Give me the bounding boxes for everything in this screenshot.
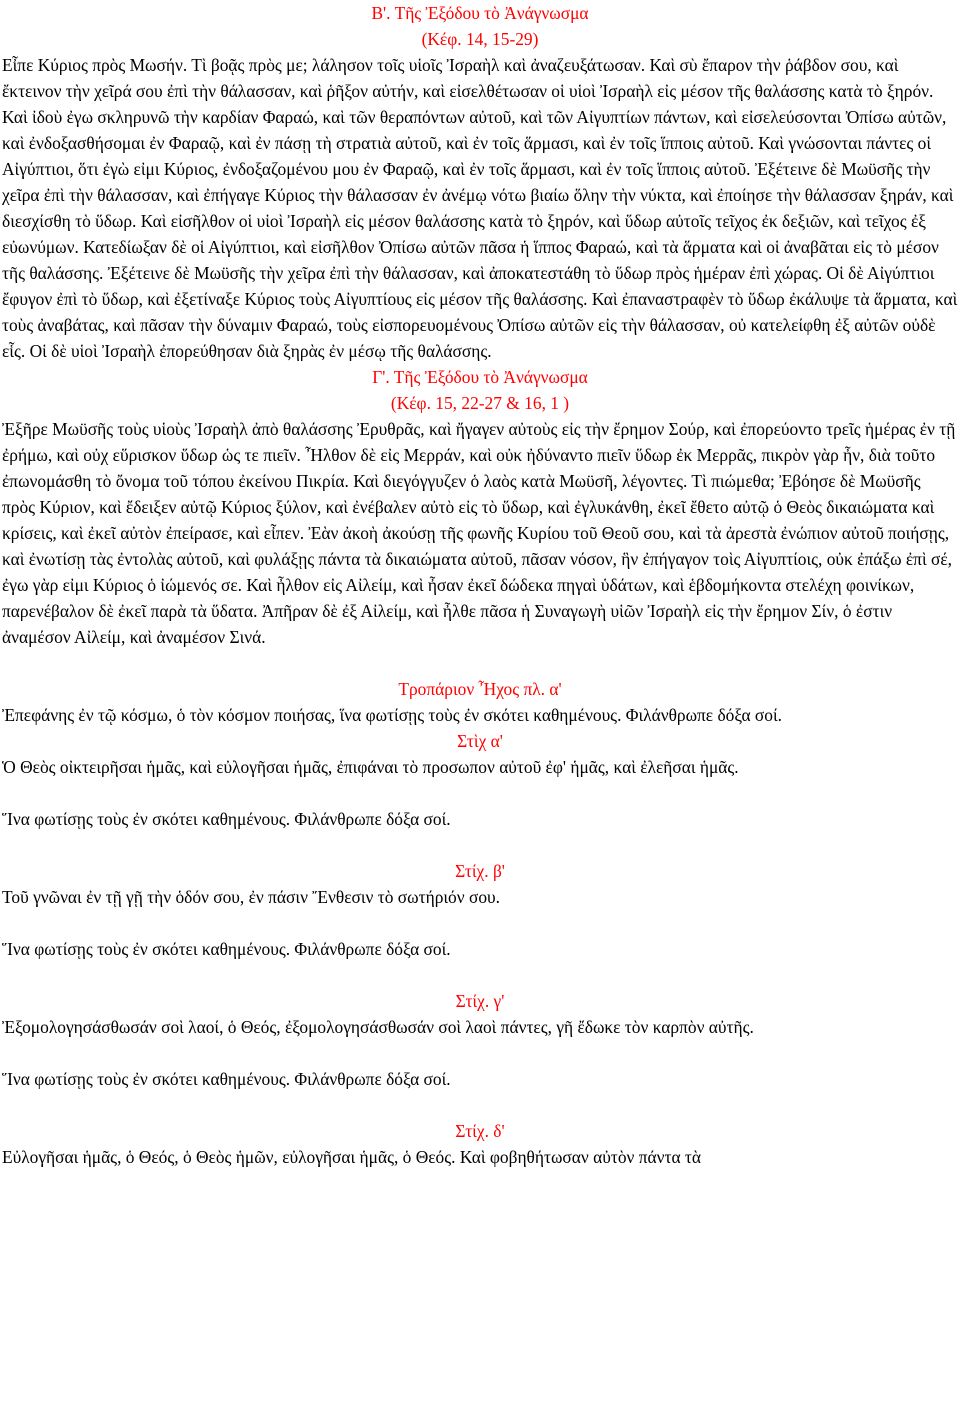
verse-4-label: Στίχ. δ' bbox=[455, 1121, 505, 1141]
reading-2 bbox=[2, 0, 958, 364]
verse-1-refrain: Ἵνα φωτίσῃς τοὺς ἐν σκότει καθημένους. Φιλάνθρωπε δόξα σοί. bbox=[2, 809, 451, 829]
reading-3-title: Γ'. Τῆς Ἐξόδου τὸ Ἀνάγνωσμα bbox=[372, 367, 588, 387]
verse-4 bbox=[2, 1118, 958, 1170]
reading-2-reference: (Κέφ. 14, 15-29) bbox=[421, 29, 539, 49]
spacer bbox=[2, 1092, 958, 1118]
troparion-title: Τροπάριον Ἦχος πλ. α' bbox=[398, 679, 562, 699]
spacer bbox=[2, 832, 958, 858]
troparion-text: Ἐπεφάνης ἐν τῷ κόσμω, ὁ τὸν κόσμον ποιήσας, ἵνα φωτίσῃς τοὺς ἐν σκότει καθημένους. Φιλάνθρωπε δόξα σοί. bbox=[2, 705, 783, 725]
reading-3-reference: (Κέφ. 15, 22-27 & 16, 1 ) bbox=[390, 393, 570, 413]
reading-2-title: Β'. Τῆς Ἐξόδου τὸ Ἀνάγνωσμα bbox=[371, 3, 589, 23]
verse-4-text: Εὐλογῆσαι ἡμᾶς, ὁ Θεός, ὁ Θεὸς ἡμῶν, εὐλογῆσαι ἡμᾶς, ὁ Θεός. Καὶ φοβηθήτωσαν αὐτὸν πάντα τὰ bbox=[2, 1147, 702, 1167]
verse-1-label: Στὶχ α' bbox=[457, 731, 503, 751]
verse-2 bbox=[2, 858, 958, 962]
verse-3 bbox=[2, 988, 958, 1092]
verse-2-label: Στίχ. β' bbox=[455, 861, 505, 881]
verse-3-refrain: Ἵνα φωτίσῃς τοὺς ἐν σκότει καθημένους. Φιλάνθρωπε δόξα σοί. bbox=[2, 1069, 451, 1089]
verse-2-refrain: Ἵνα φωτίσῃς τοὺς ἐν σκότει καθημένους. Φιλάνθρωπε δόξα σοί. bbox=[2, 939, 451, 959]
verse-1 bbox=[2, 728, 958, 832]
spacer bbox=[2, 650, 958, 676]
spacer bbox=[2, 962, 958, 988]
reading-3 bbox=[2, 364, 958, 650]
reading-3-text: Ἐξῆρε Μωϋσῆς τοὺς υἱοὺς Ἰσραὴλ ἀπὸ θαλάσσης Ἐρυθρᾶς, καὶ ἤγαγεν αὐτοὺς εἰς τὴν ἔρημον Σούρ, καὶ ἐπορεύοντο τρεῖς ἡμέρας ἐν τῇ ἐρήμω, καὶ οὐχ εὕρισκον ὕδωρ ὡς τε πιεῖν. Ἦλθον δὲ εἰς Μερράν, καὶ οὐκ ἠδύναντο πιεῖν ὕδωρ ἐκ Μερρᾶς, πικρὸν γὰρ ἦν, διὰ τοῦτο ἐπωνομάσθη τὸ ὄνομα τοῦ τόπου ἐκείνου Πικρία. Καὶ διεγόγγυζεν ὁ λαὸς κατὰ Μωϋσῆ, λέγοντες. Τὶ πιώμεθα; Ἐβόησε δὲ Μωϋσῆς πρὸς Κύριον, καὶ ἔδειξεν αὐτῷ Κύριος ξύλον, καὶ ἐνέβαλεν αὐτὸ εἰς τὸ ὕδωρ, καὶ ἐγλυκάνθη, ἐκεῖ ἔθετο αὐτῷ ὁ Θεὸς δικαιώματα καὶ κρίσεις, καὶ ἐκεῖ αὐτὸν ἐπείρασε, καὶ εἶπεν. Ἐὰν ἀκοὴ ἀκούσῃ τῆς φωνῆς Κυρίου τοῦ Θεοῦ σου, καὶ τὰ ἀρεστὰ ἐνώπιον αὐτοῦ ποιήσῃς, καὶ ἐνωτίσῃ τὰς ἐντολὰς αὐτοῦ, καὶ φυλάξῃς πάντα τὰ δικαιώματα αὐτοῦ, πᾶσαν νόσον, ἣν ἐπήγαγον τοὶς Αἰγυπτίοις, οὐκ ἐπάξω ἐπὶ σέ, ἐγω γὰρ εἰμι Κύριος ὁ ἰώμενός σε. Καὶ ἦλθον εἰς Αἰλείμ, καὶ ἦσαν ἐκεῖ δώδεκα πηγαὶ ὑδάτων, καὶ ἑβδομήκοντα στελέχη φοινίκων, παρενέβαλον δὲ ἐκεῖ παρὰ τὰ ὕδατα. Ἀπῆραν δὲ ἐξ Αἰλείμ, καὶ ἦλθε πᾶσα ἡ Συναγωγὴ υἱῶν Ἰσραὴλ εἰς τὴν ἔρημον Σίν, ὁ ἐστιν ἀναμέσον Αἰλείμ, καὶ ἀναμέσον Σινά. bbox=[2, 419, 956, 647]
spacer bbox=[2, 780, 958, 806]
verse-3-label: Στίχ. γ' bbox=[455, 991, 505, 1011]
verse-2-text: Τοῦ γνῶναι ἐν τῇ γῇ τὴν ὁδόν σου, ἐν πάσιν Ἔνθεσιν τὸ σωτήριόν σου. bbox=[2, 887, 500, 907]
troparion bbox=[2, 676, 958, 728]
spacer bbox=[2, 910, 958, 936]
verse-1-text: Ὁ Θεὸς οἰκτειρῆσαι ἡμᾶς, καὶ εὐλογῆσαι ἡμᾶς, ἐπιφάναι τὸ προσωπον αὐτοῦ ἐφ' ἡμᾶς, καὶ ἐλεῆσαι ἡμᾶς. bbox=[2, 757, 739, 777]
spacer bbox=[2, 1040, 958, 1066]
reading-2-text: Εἶπε Κύριος πρὸς Μωσήν. Τὶ βοᾷς πρὸς με; λάλησον τοῖς υἱοῖς Ἰσραὴλ καὶ ἀναζευξάτωσαν. Καὶ σὺ ἔπαρον τὴν ῥάβδον σου, καὶ ἔκτεινον τὴν χεῖρά σου ἐπὶ τὴν θάλασσαν, καὶ ῥῆξον αὐτήν, καὶ εἰσελθέτωσαν οἱ υἱοὶ Ἰσραὴλ εἰς μέσον τῆς θαλάσσης κατὰ τὸ ξηρόν. Καὶ ἰδοὺ ἐγω σκληρυνῶ τὴν καρδίαν Φαραώ, καὶ τῶν θεραπόντων αὐτοῦ, καὶ τῶν Αἰγυπτίων πάντων, καὶ εἰσελεύσονται Ὀπίσω αὐτῶν, καὶ ἐνδοξασθήσομαι ἐν Φαραῷ, καὶ ἐν πάσῃ τὴ στρατιὰ αὐτοῦ, καὶ ἐν τοῖς ἅρμασι, καὶ ἐν τοῖς ἵπποις αὐτοῦ. Καὶ γνώσονται πάντες οἱ Αἰγύπτιοι, ὅτι ἐγὼ εἰμι Κύριος, ἐνδοξαζομένου μου ἐν Φαραῷ, καὶ ἐν τοῖς ἅρμασι, καὶ ἐν τοῖς ἵπποις αὐτοῦ. Ἐξέτεινε δὲ Μωϋσῆς τὴν χεῖρα ἐπὶ τὴν θάλασσαν, καὶ ἐπήγαγε Κύριος τὴν θάλασσαν ἐν ἀνέμῳ νότω βιαίω ὅλην τὴν νύκτα, καὶ ἐποίησε τὴν θάλασσαν ξηράν, καὶ διεσχίσθη τὸ ὕδωρ. Καὶ εἰσῆλθον οἱ υἱοὶ Ἰσραὴλ εἰς μέσον θαλάσσης κατὰ τὸ ξηρόν, καὶ ὕδωρ αὐτοῖς τεῖχος ἐκ δεξιῶν, καὶ τεῖχος ἐξ εὐωνύμων. Κατεδίωξαν δὲ οἱ Αἰγύπτιοι, καὶ εἰσῆλθον Ὀπίσω αὐτῶν πᾶσα ἡ ἵππος Φαραώ, καὶ τὰ ἅρματα καὶ οἱ ἀναβᾶται εἰς τὸ μέσον τῆς θαλάσσης. Ἐξέτεινε δὲ Μωϋσῆς τὴν χεῖρα ἐπὶ τὴν θάλασσαν, καὶ ἀποκατεστάθη τὸ ὕδωρ πρὸς ἡμέραν ἐπὶ χώρας. Οἱ δὲ Αἰγύπτιοι ἔφυγον ἐπὶ τὸ ὕδωρ, καὶ ἐξετίναξε Κύριος τοὺς Αἰγυπτίους εἰς μέσον τῆς θαλάσσης. Καὶ ἐπαναστραφὲν τὸ ὕδωρ ἐκάλυψε τὰ ἅρματα, καὶ τοὺς ἀναβάτας, καὶ πᾶσαν τὴν δύναμιν Φαραώ, τοὺς εἰσπορευομένους Ὀπίσω αὐτῶν εἰς τὴν θάλασσαν, οὐ κατελείφθη ἐξ αὐτῶν οὐδὲ εἷς. Οἱ δὲ υἱοὶ Ἰσραὴλ ἐπορεύθησαν διὰ ξηρὰς ἐν μέσῳ τῆς θαλάσσης. bbox=[2, 55, 958, 361]
verse-3-text: Ἐξομολογησάσθωσάν σοὶ λαοί, ὁ Θεός, ἐξομολογησάσθωσάν σοὶ λαοὶ πάντες, γῆ ἔδωκε τὸν καρπὸν αὐτῆς. bbox=[2, 1017, 754, 1037]
